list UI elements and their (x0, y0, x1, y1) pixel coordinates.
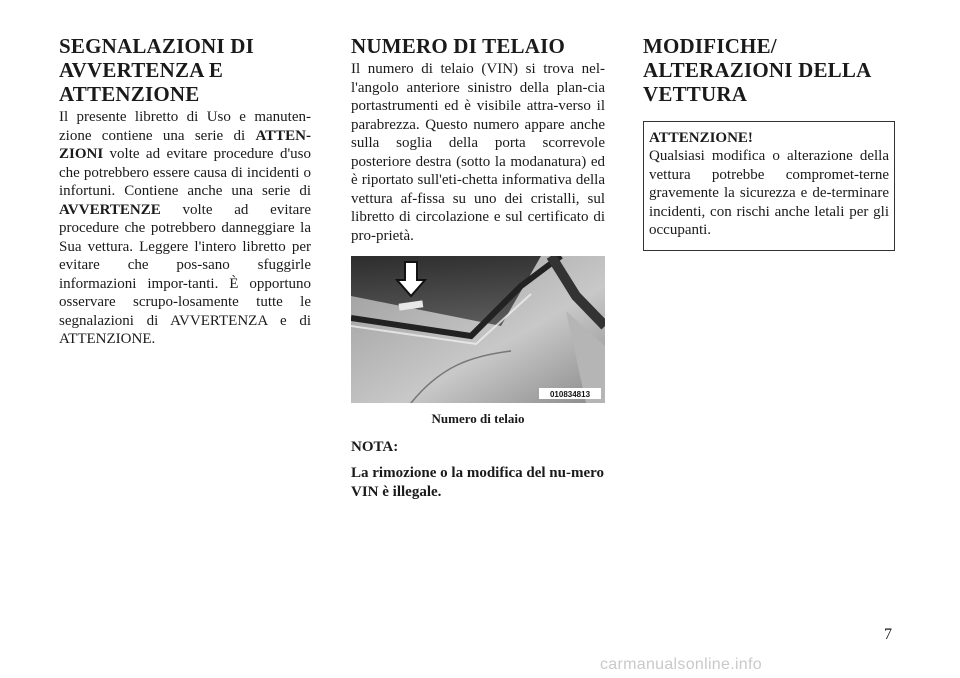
figure-caption: Numero di telaio (431, 411, 525, 426)
column-vin (351, 34, 605, 501)
watermark: carmanualsonline.info (600, 656, 762, 673)
section-title-warnings: SEGNALAZIONI DI AVVERTENZA E ATTENZIONE (59, 34, 254, 106)
warnings-text-b: volte ad evitare procedure d'uso che potrebbero essere causa di incidenti o infortuni. Contiene anche una serie di (59, 146, 311, 199)
warnings-paragraph (59, 108, 311, 349)
warnings-bold-avvertenze: AVVERTENZE (59, 201, 161, 218)
section-title-vin: NUMERO DI TELAIO (351, 34, 566, 58)
note-label: NOTA: (351, 439, 399, 455)
warning-box (643, 121, 895, 251)
page-number: 7 (884, 626, 892, 643)
warnings-text-a: Il presente libretto di Uso e manuten-zione contiene una serie di (59, 109, 311, 144)
warning-text: Qualsiasi modifica o alterazione della vettura potrebbe compromet-terne gravemente la sicurezza e de-terminare incidenti, con rischi anche letali per gli occupanti. (649, 148, 889, 238)
vin-photo (351, 256, 605, 403)
windshield-photo-illustration (351, 256, 605, 403)
note-text: La rimozione o la modifica del nu-mero VIN è illegale. (351, 465, 605, 500)
column-modifications (643, 34, 895, 251)
warning-title: ATTENZIONE! (649, 130, 753, 146)
warnings-bold-attenzioni: ATTEN-ZIONI (59, 127, 311, 162)
warnings-text-c: volte ad evitare procedure che potrebbero danneggiare la Sua vettura. Leggere l'intero libretto per evitare che pos-sano sfuggirle informazioni impor-tanti. È opportuno osservare scrupo-losamente tutte le segnalazioni di AVVERTENZA e di ATTENZIONE. (59, 201, 311, 347)
vin-paragraph: Il numero di telaio (VIN) si trova nel-l'angolo anteriore sinistro della plan-cia portastrumenti ed è visibile attra-verso il parabrezza. Questo numero appare anche sulla soglia della porta scorrevole posteriore destra (sotto la modanatura) ed è riportato sull'eti-chetta informativa della vettura af-fissa su uno dei cristalli, sul libretto di circolazione e sul certificato di pro-prietà. (351, 61, 605, 244)
column-warnings (59, 34, 311, 349)
section-title-modifications: MODIFICHE/ ALTERAZIONI DELLA VETTURA (643, 34, 871, 106)
figure-code: 010834813 (549, 390, 591, 399)
